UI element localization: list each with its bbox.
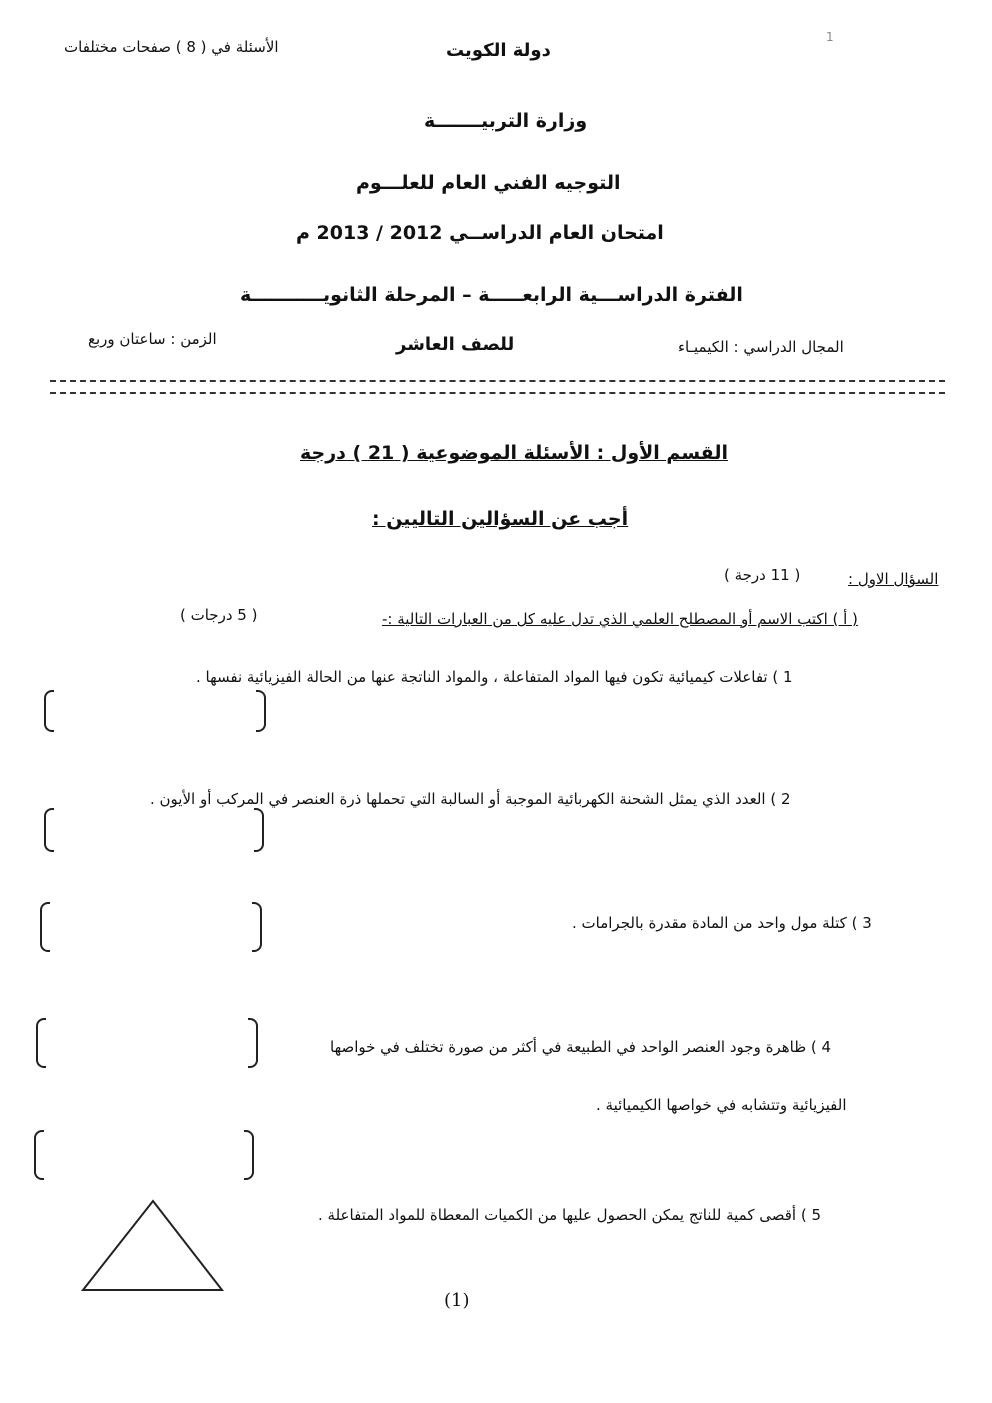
section-instruction: أجب عن السؤالين التاليين : [372, 508, 629, 530]
answer-box-3-right[interactable] [252, 902, 262, 952]
answer-box-1-right[interactable] [256, 690, 266, 732]
item-3-text: 3 ) كتلة مول واحد من المادة مقدرة بالجرامات . [572, 914, 872, 932]
answer-box-3-left[interactable] [40, 902, 50, 952]
directorate-name: التوجيه الفني العام للعلـــوم [356, 172, 621, 194]
answer-box-1-left[interactable] [44, 690, 54, 732]
question-1-marks: ( 11 درجة ) [724, 566, 801, 584]
item-5-text: 5 ) أقصى كمية للناتج يمكن الحصول عليها من الكميات المعطاة للمواد المتفاعلة . [318, 1206, 822, 1224]
question-1-label: السؤال الاول : [848, 570, 939, 588]
item-4-text: 4 ) ظاهرة وجود العنصر الواحد في الطبيعة في أكثر من صورة تختلف في خواصها [330, 1038, 832, 1056]
corner-mark: 1 [826, 30, 834, 44]
item-1-text: 1 ) تفاعلات كيميائية تكون فيها المواد المتفاعلة ، والمواد الناتجة عنها من الحالة الفيزيائية نفسها . [196, 668, 793, 686]
pages-note: الأسئلة في ( 8 ) صفحات مختلفات [64, 38, 279, 56]
ministry-name: وزارة التربيـــــــة [424, 110, 588, 132]
answer-box-4-left[interactable] [36, 1018, 46, 1068]
answer-box-4-right[interactable] [248, 1018, 258, 1068]
part-a-marks: ( 5 درجات ) [180, 606, 258, 624]
answer-box-5-left[interactable] [34, 1130, 44, 1180]
item-2-text: 2 ) العدد الذي يمثل الشحنة الكهربائية الموجبة أو السالبة التي تحملها ذرة العنصر في المركب أو الأيون . [150, 790, 791, 808]
page-number: (1) [444, 1290, 470, 1311]
exam-period: الفترة الدراســـية الرابعـــــة – المرحلة الثانويـــــــــــة [240, 284, 743, 306]
grade-label: للصف العاشر [396, 334, 515, 355]
exam-year: امتحان العام الدراســي 2012 / 2013 م [296, 222, 664, 244]
header-divider-lower [50, 392, 945, 394]
part-a-instruction: ( أ ) اكتب الاسم أو المصطلح العلمي الذي تدل عليه كل من العبارات التالية :- [382, 610, 858, 628]
country-name: دولة الكويت [446, 40, 551, 61]
answer-triangle[interactable] [80, 1198, 226, 1294]
exam-time: الزمن : ساعتان وربع [88, 330, 217, 348]
header-divider [50, 380, 945, 382]
subject-field: المجال الدراسي : الكيميـاء [678, 338, 844, 356]
section-title: القسم الأول : الأسئلة الموضوعية ( 21 ) درجة [300, 442, 728, 464]
answer-box-2-left[interactable] [44, 808, 54, 852]
answer-box-2-right[interactable] [254, 808, 264, 852]
item-4-continuation: الفيزيائية وتتشابه في خواصها الكيميائية . [596, 1096, 847, 1114]
answer-box-5-right[interactable] [244, 1130, 254, 1180]
